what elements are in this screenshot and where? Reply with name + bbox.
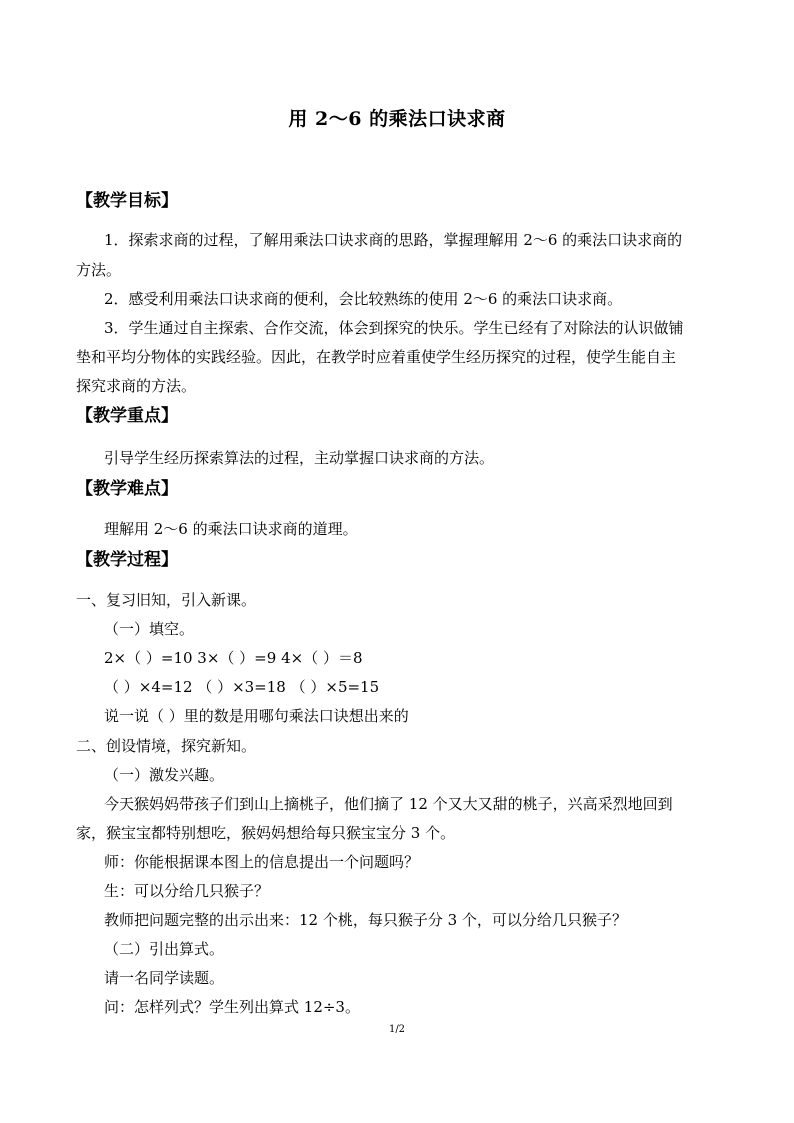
process-heading: 【教学过程】 — [76, 550, 178, 570]
process-line: 今天猴妈妈带孩子们到山上摘桃子，他们摘了 12 个又大又甜的桃子，兴高采烈地回到 — [104, 795, 673, 813]
goals-line: 1．探索求商的过程，了解用乘法口诀求商的思路，掌握理解用 2～6 的乘法口诀求商的 — [104, 231, 683, 249]
process-line: 问：怎样列式？学生列出算式 12÷3。 — [104, 998, 360, 1016]
difficulty-line: 理解用 2～6 的乘法口诀求商的道理。 — [104, 520, 358, 538]
difficulty-heading: 【教学难点】 — [76, 479, 178, 499]
process-line: （一）激发兴趣。 — [104, 766, 225, 784]
process-line: 说一说（ ）里的数是用哪句乘法口诀想出来的 — [104, 707, 409, 725]
page-title: 用 2～6 的乘法口诀求商 — [288, 108, 506, 130]
process-line: 家，猴宝宝都特别想吃，猴妈妈想给每只猴宝宝分 3 个。 — [76, 824, 456, 842]
process-line: 生：可以分给几只猴子？ — [104, 882, 270, 900]
process-line: （一）填空。 — [104, 620, 195, 638]
process-line: （ ）×4=12 （ ）×3=18 （ ）×5=15 — [104, 678, 380, 696]
goals-heading: 【教学目标】 — [76, 191, 178, 211]
process-line: 2×（ ）=10 3×（ ）=9 4×（ ）＝8 — [104, 649, 363, 667]
key-heading: 【教学重点】 — [76, 406, 178, 426]
goals-line: 3．学生通过自主探索、合作交流，体会到探究的快乐。学生已经有了对除法的认识做铺 — [104, 319, 684, 337]
process-line: 师：你能根据课本图上的信息提出一个问题吗？ — [104, 853, 420, 871]
process-line: 请一名同学读题。 — [104, 969, 225, 987]
key-line: 引导学生经历探索算法的过程，主动掌握口诀求商的方法。 — [104, 449, 495, 467]
goals-line: 方法。 — [76, 261, 122, 279]
goals-line: 探究求商的方法。 — [76, 377, 197, 395]
process-line: （二）引出算式。 — [104, 940, 225, 958]
goals-line: 垫和平均分物体的实践经验。因此，在教学时应着重使学生经历探究的过程，使学生能自主 — [76, 348, 677, 366]
page-number: 1/2 — [388, 1024, 406, 1035]
process-line: 教师把问题完整的出示出来：12 个桃，每只猴子分 3 个，可以分给几只猴子？ — [104, 911, 627, 929]
process-line: 二、创设情境，探究新知。 — [76, 737, 257, 755]
goals-line: 2．感受利用乘法口诀求商的便利，会比较熟练的使用 2～6 的乘法口诀求商。 — [104, 290, 623, 308]
process-line: 一、复习旧知，引入新课。 — [76, 591, 257, 609]
